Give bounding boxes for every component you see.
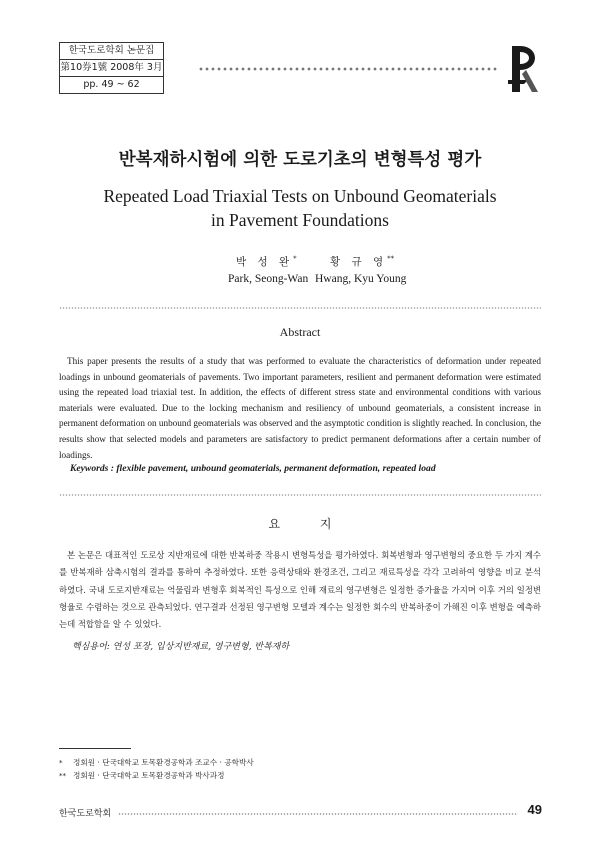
- separator-rule: [59, 494, 541, 496]
- journal-name: 한국도로학회 논문집: [60, 43, 163, 60]
- footnote-1-text: 정회원 · 단국대학교 토목환경공학과 조교수 · 공학박사: [73, 758, 254, 767]
- english-title: [0, 184, 600, 232]
- english-keywords: Keywords : flexible pavement, unbound geomaterials, permanent deformation, repeated load: [70, 463, 436, 474]
- english-title-line-2: in Pavement Foundations: [211, 210, 389, 230]
- footnote-2: [59, 770, 224, 781]
- header-dotted-line: [198, 66, 498, 72]
- journal-info-box: [59, 42, 164, 94]
- author-1-mark: *: [293, 254, 297, 263]
- footnote-2-mark: **: [59, 772, 66, 780]
- author-1-korean: [236, 254, 297, 269]
- page-range: pp. 49 ~ 62: [83, 79, 140, 90]
- footnote-rule: [59, 748, 131, 749]
- english-title-line-1: Repeated Load Triaxial Tests on Unbound Geomaterials: [103, 186, 497, 206]
- volume-issue: 第10券1號 2008年 3月: [60, 60, 163, 77]
- footer-journal-name: 한국도로학회: [59, 809, 112, 819]
- page-number: 49: [527, 802, 542, 817]
- author-1-english: Park, Seong-Wan: [228, 273, 309, 285]
- abstract-text: This paper presents the results of a study that was performed to evaluate the characteristics of deformation under repeated loadings in unbound geomaterials of pavements. Two important parameters, resilient and permanent deformation were estimated using the repeated load triaxial test. In addition, the effects of different stress state and environmental conditions with various materials were evaluated. Due to the locking mechanism and resiliency of unbound geomaterials, a consistent increase in permanent deformation on unbound geomaterials was observed and the asymptotic condition is slightly reached. In conclusion, the results show that selected models and parameters are satisfactory to predict permanent deformations after a certain number of loadings.: [59, 356, 541, 460]
- separator-rule: [59, 307, 541, 309]
- author-2-name-ko: 황 규 영: [330, 256, 388, 268]
- author-1-name-ko: 박 성 완: [236, 256, 294, 268]
- korean-title: 반복재하시험에 의한 도로기초의 변형특성 평가: [118, 150, 482, 170]
- footnote-1-mark: *: [59, 759, 63, 767]
- footnote-2-text: 정회원 · 단국대학교 토목환경공학과 박사과정: [73, 771, 225, 780]
- author-2-korean: [330, 254, 394, 269]
- summary-heading: 요 지: [268, 517, 350, 531]
- journal-logo-icon: [506, 40, 542, 96]
- author-2-mark: **: [387, 254, 395, 263]
- footer-dotted-line: [118, 813, 518, 815]
- footnote-1: [59, 757, 254, 768]
- summary-text: 본 논문은 대표적인 도로상 지반재료에 대한 반복하중 작용시 변형특성을 평가하였다. 회복변형과 영구변형의 중요한 두 가지 계수를 반복재하 삼축시험의 결과를 통하여 추정하였다. 또한 응력상태와 환경조건, 그리고 재료특성을 각각 고려하여 영향을 비교 분석하였다. 국내 도로지반재료는 억물림과 변형후 회복적인 특성으로 인해 재료의 영구변형은 일정한 증가율을 가지며 이후 거의 일정변형율로 수렴하는 것으로 관측되었다. 연구결과 선정된 영구변형 모델과 계수는 일정한 회수의 반복하중이 가해진 이후 변형을 예측하는데 적합함을 알 수 있었다.: [59, 550, 541, 630]
- abstract-heading: Abstract: [279, 325, 321, 339]
- author-2-english: Hwang, Kyu Young: [315, 273, 407, 285]
- korean-keywords: 핵심용어: 연성 포장, 입상지반재료, 영구변형, 반복재하: [72, 642, 290, 652]
